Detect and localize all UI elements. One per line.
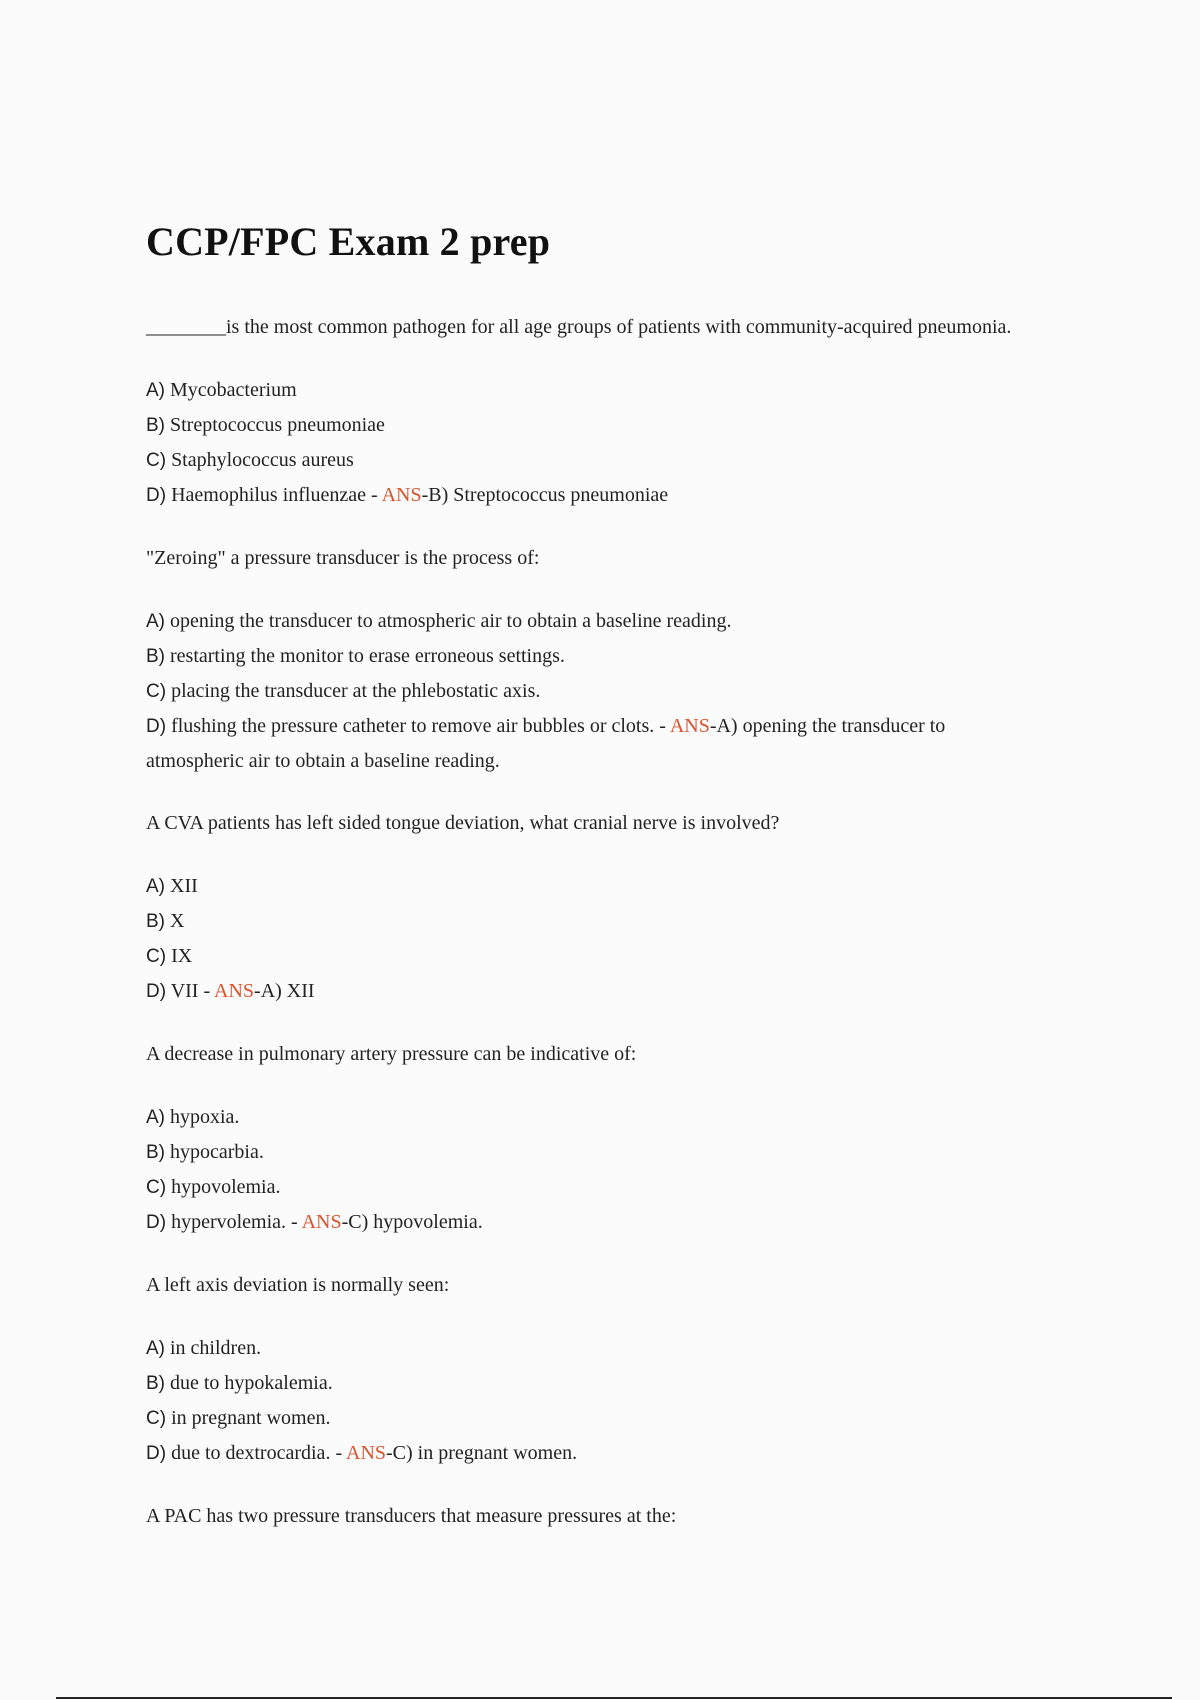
question-stem: A decrease in pulmonary artery pressure can be indicative of:: [146, 1043, 637, 1065]
correct-answer-text: -B) Streptococcus pneumoniae: [421, 484, 669, 506]
option-letter: A): [146, 876, 165, 897]
answer-option: [146, 1331, 1026, 1366]
answer-options: [146, 604, 1026, 778]
option-text: due to hypokalemia.: [165, 1372, 333, 1394]
question-stem: "Zeroing" a pressure transducer is the process of:: [146, 547, 540, 569]
option-text: XII: [165, 875, 198, 897]
option-text: in pregnant women.: [166, 1407, 331, 1429]
option-text: hypoxia.: [165, 1106, 240, 1128]
option-letter: C): [146, 450, 167, 471]
question-block: [146, 312, 1026, 513]
option-letter: D): [146, 1443, 167, 1464]
option-letter: B): [146, 911, 165, 932]
option-text: hypervolemia. -: [166, 1211, 302, 1233]
answer-option: [146, 1100, 1026, 1135]
answer-option: [146, 869, 1026, 904]
answer-option: [146, 408, 1026, 443]
option-text: hypovolemia.: [166, 1176, 281, 1198]
question-block: [146, 543, 1026, 778]
answer-option: [146, 1401, 1026, 1436]
answer-label: ANS: [214, 980, 255, 1002]
option-letter: D): [146, 1212, 167, 1233]
option-letter: B): [146, 415, 165, 436]
option-text: Mycobacterium: [165, 379, 297, 401]
option-text: flushing the pressure catheter to remove air bubbles or clots. -: [166, 715, 670, 737]
answer-option: [146, 709, 1026, 778]
question-stem: A left axis deviation is normally seen:: [146, 1274, 450, 1296]
answer-label: ANS: [669, 715, 710, 737]
answer-label: ANS: [381, 484, 422, 506]
option-letter: B): [146, 1373, 165, 1394]
option-text: in children.: [165, 1337, 262, 1359]
answer-option: [146, 1366, 1026, 1401]
option-letter: A): [146, 1107, 165, 1128]
option-text: restarting the monitor to erase erroneous settings.: [165, 645, 565, 667]
option-text: due to dextrocardia. -: [166, 1442, 346, 1464]
option-letter: D): [146, 981, 167, 1002]
option-letter: B): [146, 1142, 165, 1163]
option-text: IX: [166, 945, 193, 967]
option-text: X: [165, 910, 185, 932]
option-letter: B): [146, 646, 165, 667]
option-text: Streptococcus pneumoniae: [165, 414, 385, 436]
question-stem: A PAC has two pressure transducers that measure pressures at the:: [146, 1505, 677, 1527]
option-text: opening the transducer to atmospheric air to obtain a baseline reading.: [165, 610, 732, 632]
answer-option: [146, 478, 1026, 513]
answer-option: [146, 974, 1026, 1009]
answer-option: [146, 1170, 1026, 1205]
answer-label: ANS: [301, 1211, 342, 1233]
question-block: [146, 1270, 1026, 1471]
footer-divider: [56, 1697, 1172, 1699]
question-block: [146, 1501, 1026, 1532]
option-letter: A): [146, 380, 165, 401]
option-letter: C): [146, 1177, 167, 1198]
correct-answer-text: -A) opening the transducer to atmospheric air to obtain a baseline reading.: [146, 715, 946, 772]
correct-answer-text: -A) XII: [254, 980, 315, 1002]
question-block: [146, 1039, 1026, 1240]
answer-options: [146, 373, 1026, 513]
correct-answer-text: -C) in pregnant women.: [386, 1442, 578, 1464]
answer-option: [146, 373, 1026, 408]
answer-option: [146, 1205, 1026, 1240]
answer-option: [146, 604, 1026, 639]
option-letter: C): [146, 946, 167, 967]
answer-option: [146, 639, 1026, 674]
answer-option: [146, 1135, 1026, 1170]
answer-options: [146, 869, 1026, 1009]
option-text: Haemophilus influenzae -: [166, 484, 382, 506]
correct-answer-text: -C) hypovolemia.: [341, 1211, 483, 1233]
option-letter: D): [146, 716, 167, 737]
option-letter: D): [146, 485, 167, 506]
answer-option: [146, 1436, 1026, 1471]
document-title: CCP/FPC Exam 2 prep: [146, 219, 551, 264]
question-stem: ________is the most common pathogen for all age groups of patients with community-acquired pneumonia.: [146, 316, 1012, 338]
option-text: placing the transducer at the phlebostatic axis.: [166, 680, 541, 702]
answer-option: [146, 443, 1026, 478]
option-letter: C): [146, 681, 167, 702]
question-stem: A CVA patients has left sided tongue deviation, what cranial nerve is involved?: [146, 812, 780, 834]
option-text: Staphylococcus aureus: [166, 449, 354, 471]
answer-option: [146, 904, 1026, 939]
option-text: hypocarbia.: [165, 1141, 264, 1163]
option-text: VII -: [166, 980, 215, 1002]
option-letter: C): [146, 1408, 167, 1429]
question-block: [146, 808, 1026, 1009]
answer-options: [146, 1100, 1026, 1240]
answer-label: ANS: [346, 1442, 387, 1464]
option-letter: A): [146, 611, 165, 632]
answer-option: [146, 674, 1026, 709]
question-list: [146, 312, 1026, 1562]
option-letter: A): [146, 1338, 165, 1359]
answer-options: [146, 1331, 1026, 1471]
answer-option: [146, 939, 1026, 974]
